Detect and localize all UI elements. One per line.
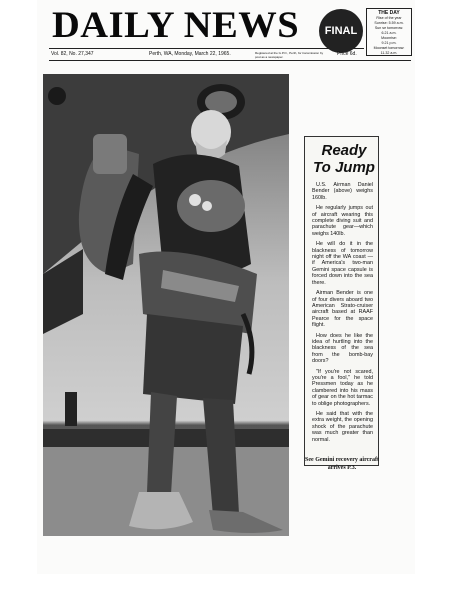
story-paragraph: Airman Bender is one of four divers aboard two American Strato-cruiser aircraft based at RAAF Pearce for the space flight. [312, 290, 373, 329]
volume-number: Vol. 82, No. 27,347 [51, 51, 94, 57]
continuation-note: See Gemini recovery aircraft arrives P.3. [305, 457, 379, 471]
story-box [304, 136, 379, 466]
masthead-rule-top [49, 48, 364, 49]
the-day-line: 9.21 p.m. [381, 41, 397, 45]
headline-line-1: Ready [321, 142, 367, 159]
airman-photo-illustration [43, 74, 289, 536]
story-paragraph: He regularly jumps out of aircraft wearing this complete diving suit and parachute gear—which weighs 140lb. [312, 205, 373, 237]
story-paragraph: How does he like the idea of hurtling into the blackness of the sea from the bomb-bay doors? [312, 332, 373, 365]
the-day-line: Rise of the year [376, 16, 402, 20]
the-day-line: Moonset tomorrow: [373, 46, 405, 50]
story-paragraph: "If you're not scared, you're a fool," he told Pressmen today as he clambered into his mass of gear on the hot tarmac to oblige photographers. [312, 368, 373, 407]
front-page-photo [43, 74, 289, 536]
the-day-line: 11.32 a.m. [380, 51, 398, 55]
headline-line-2: To Jump [313, 159, 375, 176]
the-day-box [366, 8, 412, 56]
the-day-line: Moonrise: [381, 36, 397, 40]
story-paragraph: U.S. Airman Daniel Bender (above) weighs 160lb. [312, 182, 373, 201]
the-day-line: Sunrise: 5.59 a.m. [374, 21, 404, 25]
the-day-line: 6.21 a.m. [381, 31, 397, 35]
story-body [312, 182, 373, 447]
place-and-date: Perth, WA, Monday, March 22, 1965. [149, 51, 231, 57]
story-headline [313, 142, 375, 176]
masthead-rule-bottom [49, 60, 411, 61]
the-day-heading: THE DAY [378, 10, 400, 16]
final-edition-badge [319, 9, 363, 53]
final-edition-label: FINAL [324, 25, 358, 37]
registration-note: Registered at the G.P.O., Perth, for transmission by post as a newspaper. [255, 51, 324, 59]
story-paragraph: He will do it in the blackness of tomorrow night off the WA coast —if America's two-man Gemini space capsule is forced down into the sea there. [312, 241, 373, 286]
the-day-line: Sun se tomorrow: [374, 26, 404, 30]
price: Price 6d. [337, 51, 357, 57]
masthead-title: DAILY NEWS [52, 5, 300, 46]
story-paragraph: He said that with the extra weight, the opening shock of the parachute was much greater than normal. [312, 411, 373, 443]
